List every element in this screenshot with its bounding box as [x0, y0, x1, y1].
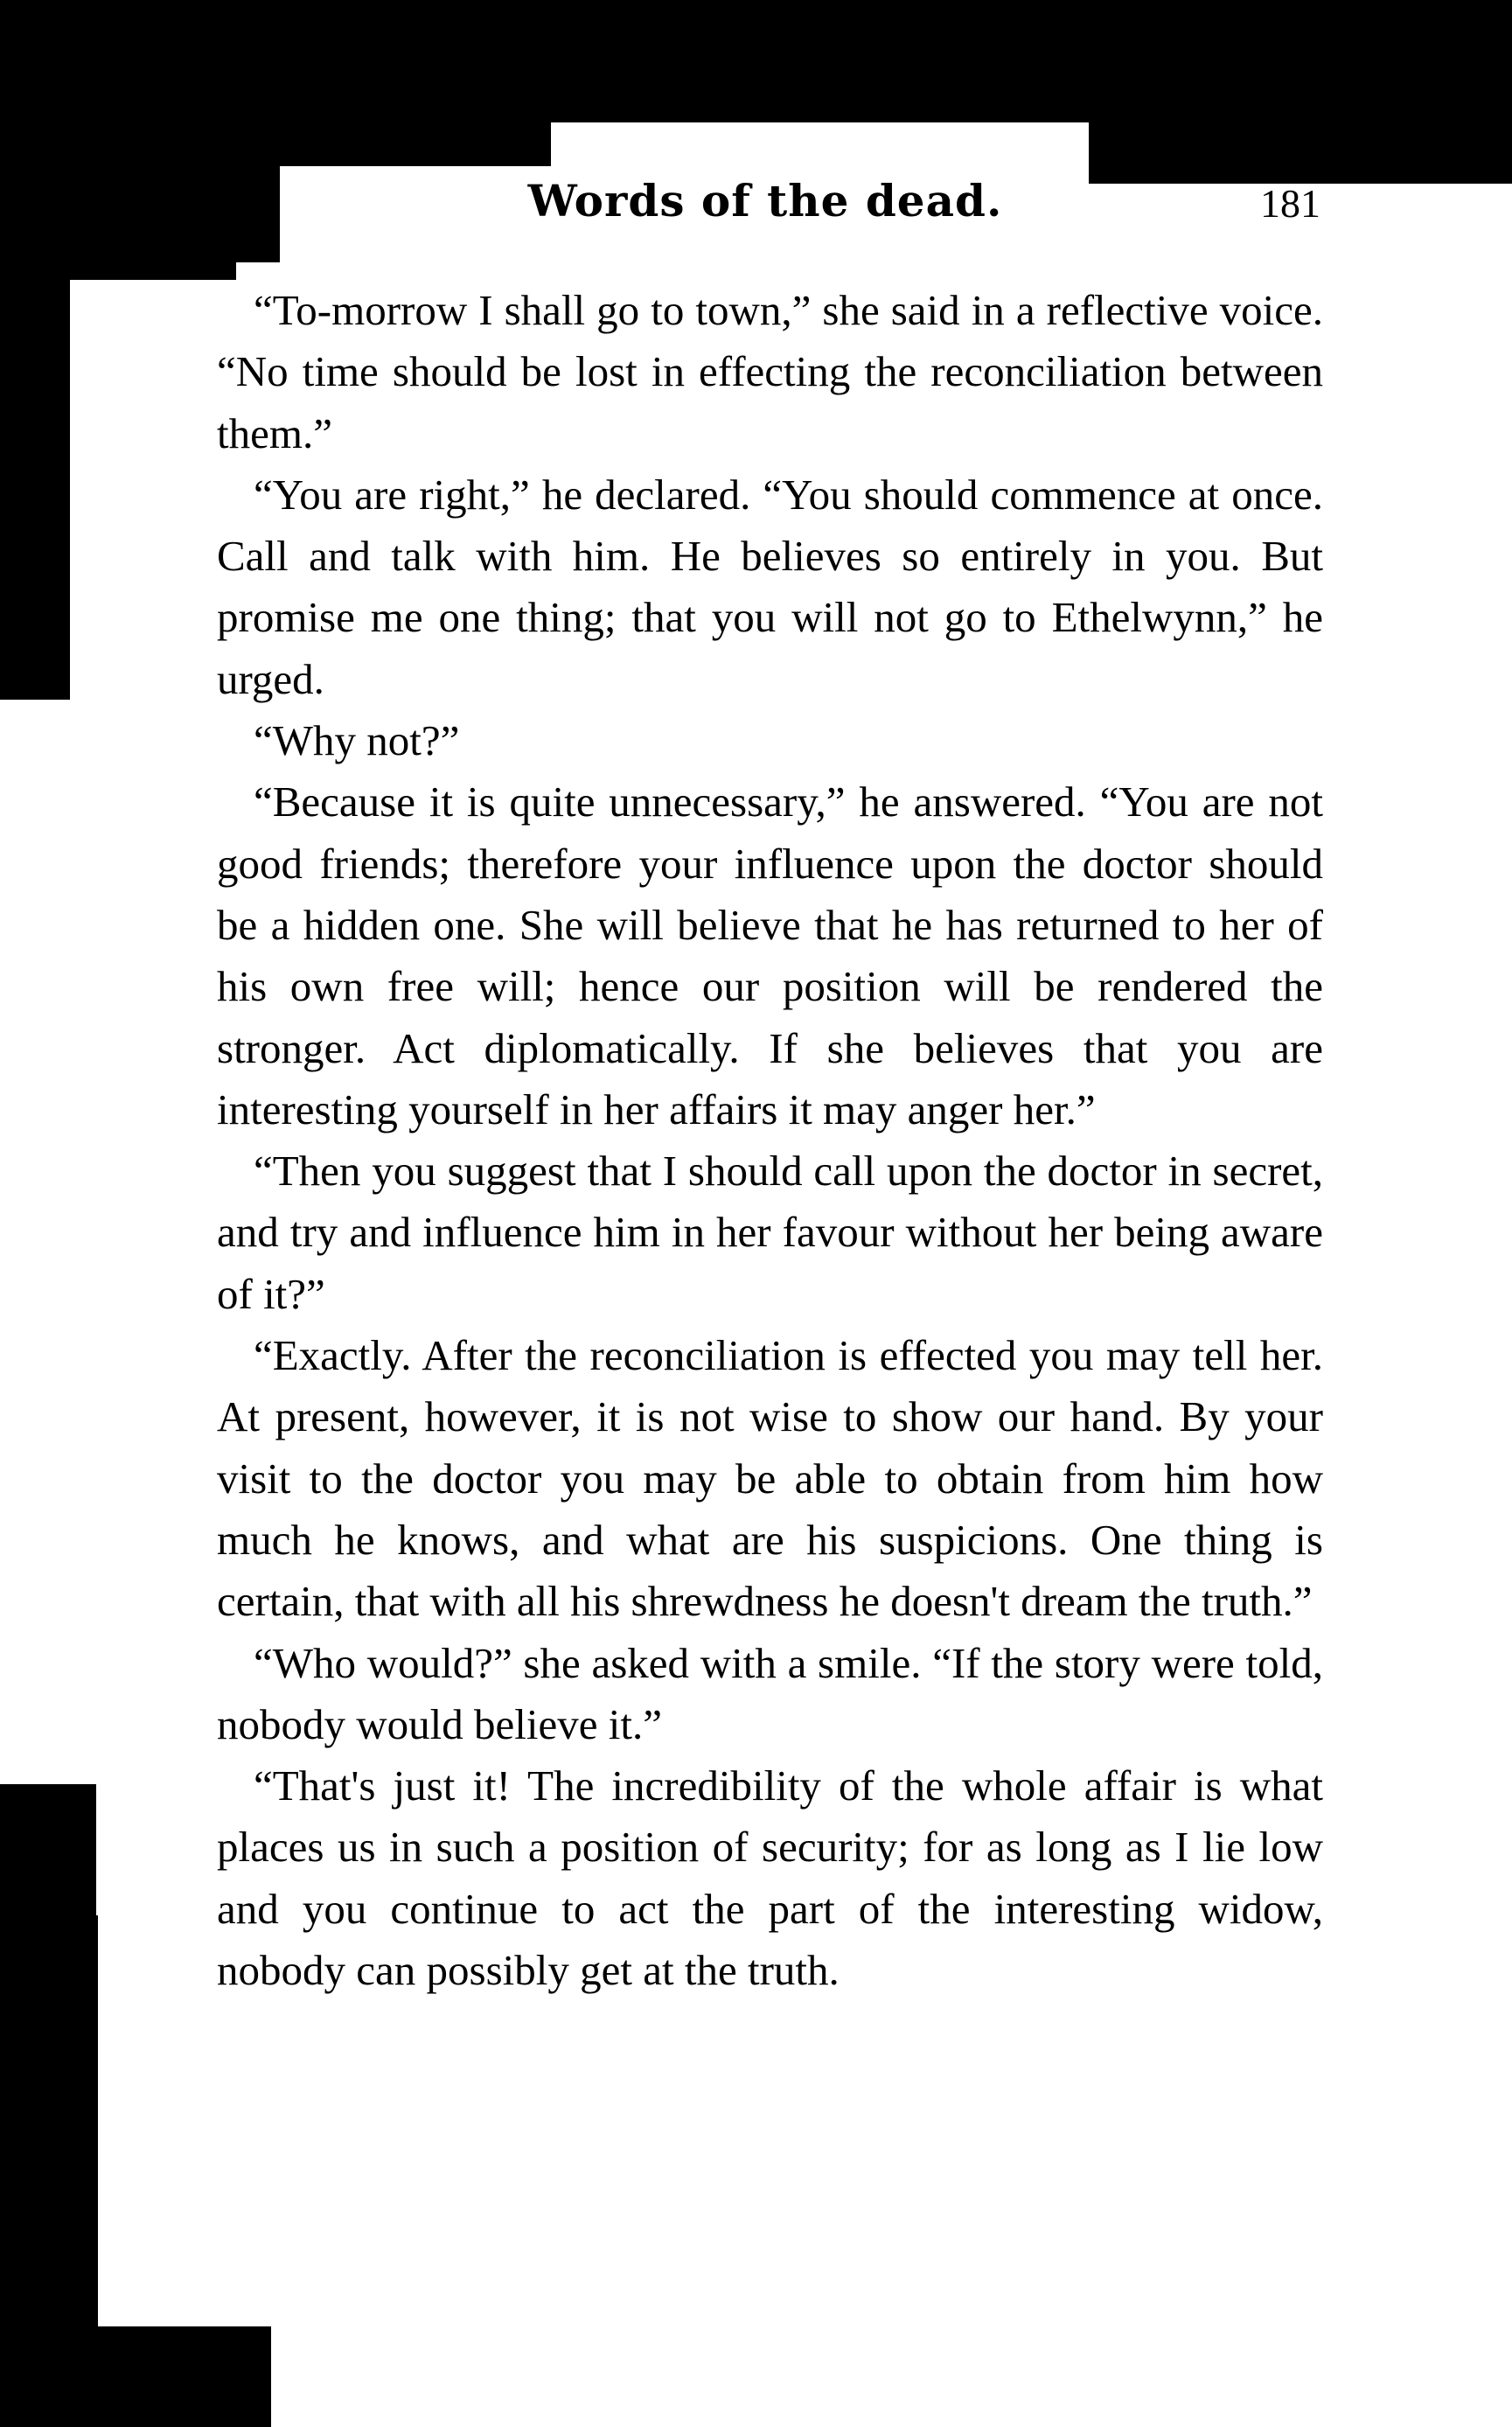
- paragraph: “You are right,” he declared. “You should commence at once. Call and talk with him. He believes so entirely in you. But promise me one thing; that you will not go to Ethelwynn,” he urged.: [217, 470, 1323, 703]
- paragraph: “Who would?” she asked with a smile. “If the story were told, nobody would believe it.”: [217, 1638, 1323, 1748]
- paragraph: “To-morrow I shall go to town,” she said in a reflective voice. “No time should be lost in effecting the reconciliation between them.”: [217, 286, 1323, 457]
- paragraph: “Why not?”: [254, 716, 460, 765]
- running-title: Words of the dead.: [527, 175, 1003, 227]
- paragraph: “Because it is quite unnecessary,” he answered. “You are not good friends; therefore your influence upon the doctor should be a hidden one. She will believe that he has returned to her of his own free will; hence our position will be rendered the stronger. Act diplomatically. If she believes that you are interesting yourself in her affairs it may anger her.”: [217, 778, 1323, 1133]
- scan-border-bottom-left: [0, 2326, 271, 2427]
- scan-border-left-strip: [0, 262, 236, 280]
- scan-border-top-left: [0, 122, 551, 166]
- paragraph: “Then you suggest that I should call upon the doctor in secret, and try and influence him in her favour without her being aware of it?”: [217, 1147, 1323, 1318]
- running-head: [210, 175, 1320, 254]
- paragraph: “That's just it! The incredibility of the whole affair is what places us in such a position of security; for as long as I lie low and you continue to act the part of the interesting widow, nobody can possibly get at the truth.: [217, 1761, 1323, 1995]
- body-text: [217, 280, 1323, 2001]
- scan-border-left-upper: [0, 280, 70, 700]
- paragraph: “Exactly. After the reconciliation is effected you may tell her. At present, however, it is not wise to show our hand. By your visit to the doctor you may be able to obtain from him how much he knows, and what are his suspicions. One thing is certain, that with all his shrewdness he doesn't dream the truth.”: [217, 1331, 1323, 1626]
- scan-border-top: [0, 0, 1512, 122]
- scan-border-left-lower: [0, 1784, 96, 1915]
- page-number: 181: [1260, 181, 1320, 226]
